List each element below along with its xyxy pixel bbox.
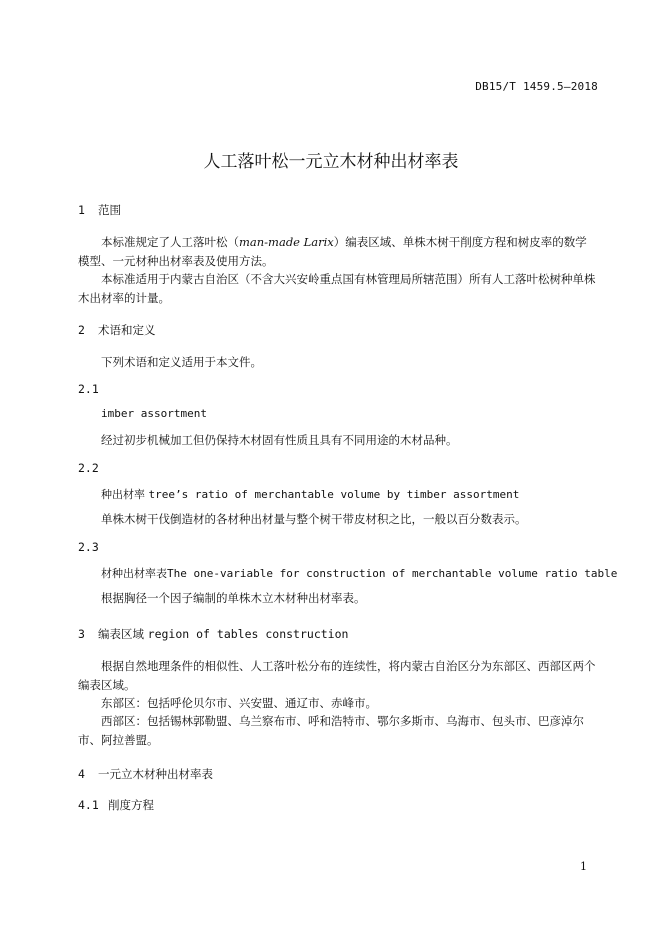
term-english: imber assortment	[101, 407, 207, 420]
term-2-3	[101, 565, 617, 581]
section-number: 4	[78, 767, 85, 781]
section-title: 一元立木材种出材率表	[98, 767, 213, 781]
subsection-title: 削度方程	[108, 798, 154, 812]
term-english: The one-variable for construction of merchantable volume ratio table	[167, 567, 618, 580]
section-title: 术语和定义	[98, 323, 156, 337]
term-2-3-number: 2.3	[78, 540, 99, 554]
term-2-2-definition: 单株木树干伐倒造材的各材种出材量与整个树干带皮材积之比，一般以百分数表示。	[101, 512, 527, 526]
term-2-1	[101, 407, 207, 420]
term-chinese: 种出材率	[101, 488, 145, 501]
region-west: 西部区：包括锡林郭勒盟、乌兰察布市、呼和浩特市、鄂尔多斯市、乌海市、包头市、巴彦淖尔市、阿拉善盟。	[78, 714, 584, 747]
term-2-2-number: 2.2	[78, 461, 99, 475]
latin-name: man-made Larix	[239, 235, 334, 249]
section-number: 1	[78, 203, 85, 217]
document-title: 人工落叶松一元立木材种出材率表	[203, 152, 459, 172]
section-2-heading	[78, 322, 156, 338]
term-2-2	[101, 486, 519, 502]
subsection-number: 4.1	[78, 798, 99, 812]
section-number: 2	[78, 323, 85, 337]
section-number: 3	[78, 627, 85, 641]
term-2-1-number: 2.1	[78, 382, 99, 396]
section-1-heading	[78, 202, 121, 218]
region-paragraph-1: 根据自然地理条件的相似性、人工落叶松分布的连续性，将内蒙古自治区分为东部区、西部区两个编表区域。	[78, 659, 596, 692]
document-number: DB15/T 1459.5—2018	[475, 80, 598, 93]
section-3-heading	[78, 626, 348, 642]
section-4-heading	[78, 766, 213, 782]
page-number: 1	[580, 860, 587, 873]
term-2-1-definition: 经过初步机械加工但仍保持木材固有性质且具有不同用途的木材品种。	[101, 433, 458, 447]
terms-intro: 下列术语和定义适用于本文件。	[101, 355, 262, 369]
scope-paragraph-2: 本标准适用于内蒙古自治区（不含大兴安岭重点国有林管理局所辖范围）所有人工落叶松树种单株木出材率的计量。	[78, 272, 596, 305]
term-2-3-definition: 根据胸径一个因子编制的单株木立木材种出材率表。	[101, 591, 366, 605]
term-english: tree’s ratio of merchantable volume by timber assortment	[148, 488, 520, 501]
scope-paragraph-1: 本标准规定了人工落叶松（man-made Larix）编表区域、单株木树干削度方程和树皮率的数学模型、一元材种出材率表及使用方法。	[78, 235, 587, 268]
subsection-4-1-heading	[78, 797, 154, 813]
region-east: 东部区：包括呼伦贝尔市、兴安盟、通辽市、赤峰市。	[101, 696, 377, 710]
section-title: 范围	[98, 203, 121, 217]
section-title-english: region of tables construction	[147, 627, 349, 641]
section-title: 编表区域	[98, 627, 144, 641]
term-chinese: 材种出材率表	[101, 567, 167, 580]
